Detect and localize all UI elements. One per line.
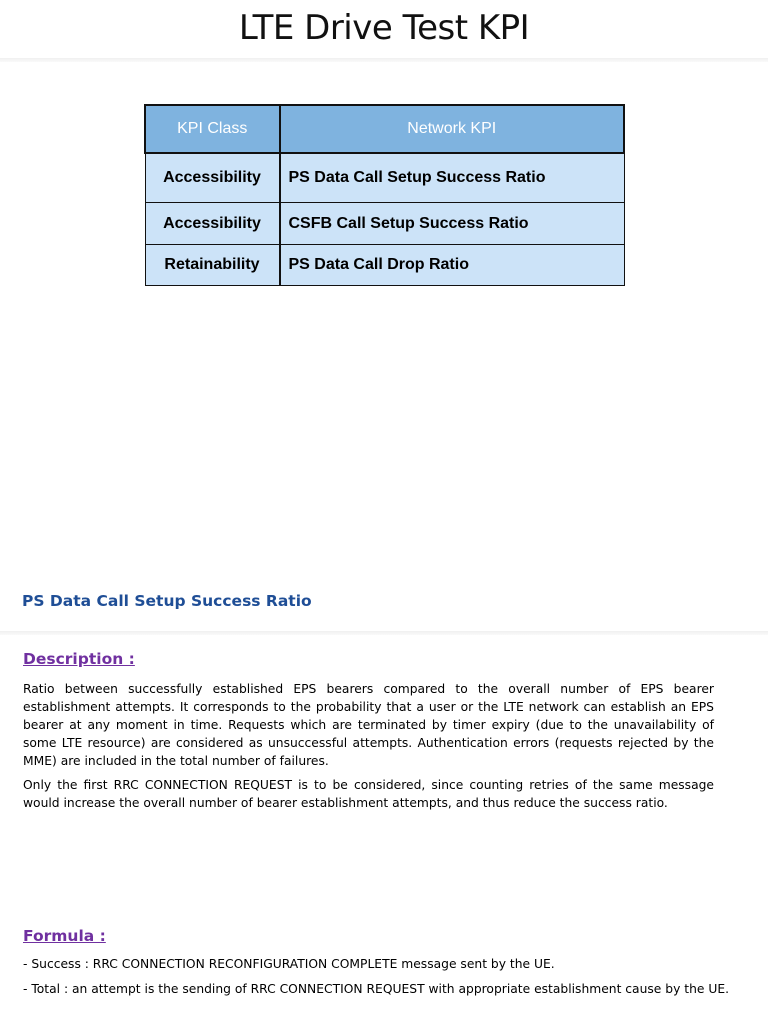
slide-title: LTE Drive Test KPI	[238, 8, 530, 48]
header-network-kpi: Network KPI	[280, 105, 625, 153]
formula-total: - Total : an attempt is the sending of RRC CONNECTION REQUEST with appropriate establishment cause by the UE.	[23, 982, 730, 996]
kpi-class-cell: Retainability	[145, 245, 280, 286]
kpi-class-cell: Accessibility	[145, 153, 280, 203]
title-divider	[0, 58, 768, 62]
kpi-class-cell: Accessibility	[145, 203, 280, 245]
description-heading: Description :	[23, 650, 135, 668]
network-kpi-cell: PS Data Call Drop Ratio	[280, 245, 625, 286]
description-paragraph: Ratio between successfully established EPS bearers compared to the overall number of EPS bearer establishment attempts. It corresponds to the probability that a user or the LTE network can establish an EPS bearer at any moment in time. Requests which are terminated by timer expiry (due to the unavailability of some LTE resource) are considered as unsuccessful attempts. Authentication errors (requests rejected by the MME) are included in the total number of failures.	[23, 682, 714, 768]
description-body	[23, 680, 714, 818]
section-divider	[0, 631, 768, 635]
table-row	[145, 203, 624, 245]
kpi-table	[144, 104, 625, 286]
table-row	[145, 153, 624, 203]
formula-success: - Success : RRC CONNECTION RECONFIGURATION COMPLETE message sent by the UE.	[23, 957, 555, 971]
header-kpi-class: KPI Class	[145, 105, 280, 153]
formula-heading: Formula :	[23, 927, 106, 945]
table-header-row	[145, 105, 624, 153]
network-kpi-cell: PS Data Call Setup Success Ratio	[280, 153, 625, 203]
description-paragraph: Only the first RRC CONNECTION REQUEST is to be considered, since counting retries of the same message would increase the overall number of bearer establishment attempts, and thus reduce the success ratio.	[23, 778, 714, 810]
network-kpi-cell: CSFB Call Setup Success Ratio	[280, 203, 625, 245]
table-row	[145, 245, 624, 286]
section-title: PS Data Call Setup Success Ratio	[22, 592, 312, 610]
